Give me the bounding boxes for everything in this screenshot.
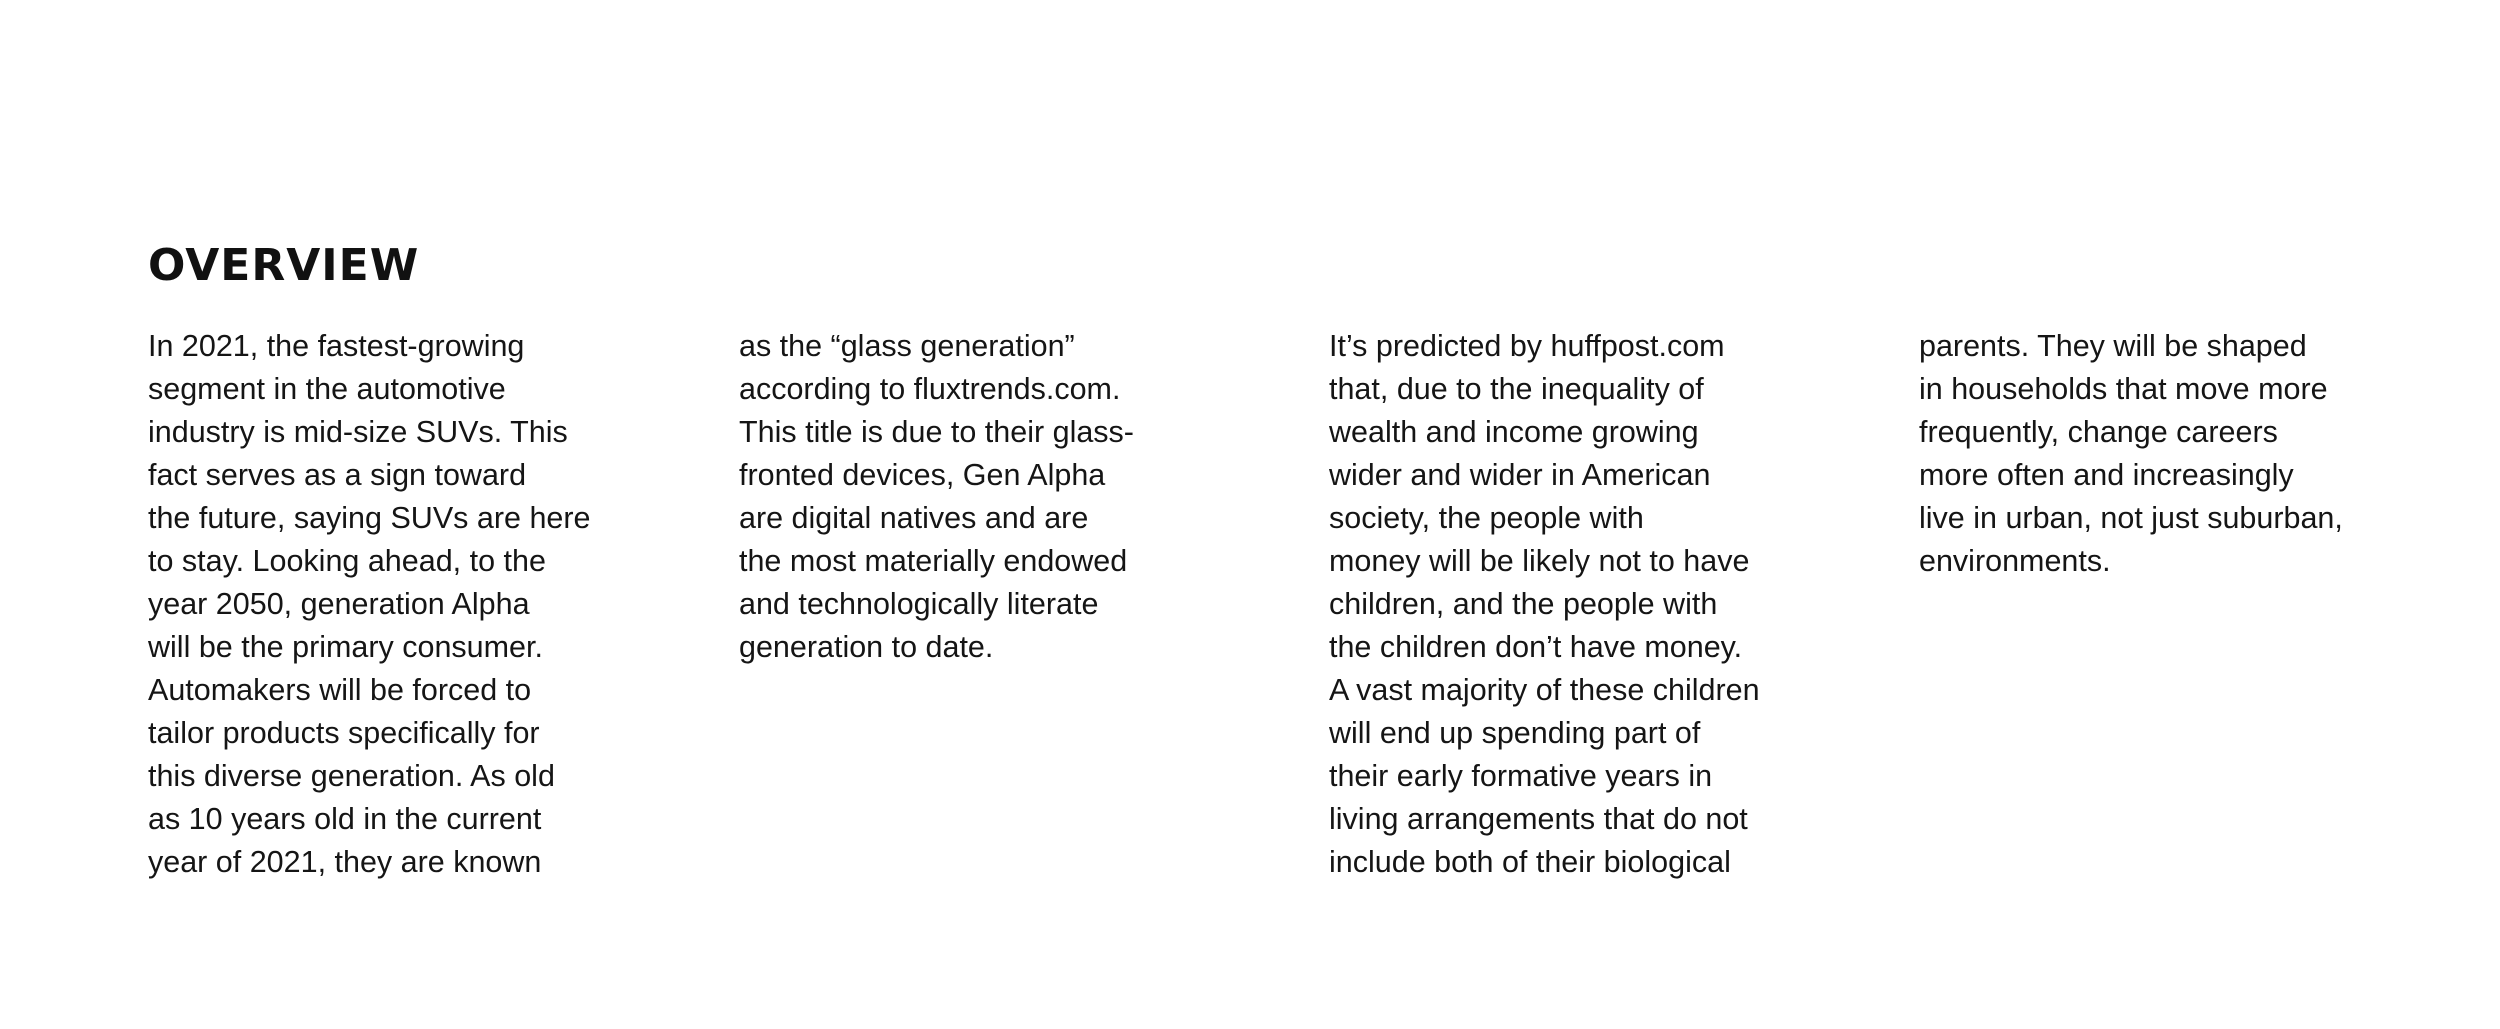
text-line: generation to date. [739, 630, 994, 664]
text-column-3 [1329, 325, 1809, 884]
text-line: the most materially endowed [739, 544, 1128, 578]
text-line: frequently, change careers [1919, 415, 2278, 449]
text-line: wider and wider in American [1329, 458, 1711, 492]
text-line: environments. [1919, 544, 2111, 578]
text-line: year of 2021, they are known [148, 845, 542, 879]
text-line: society, the people with [1329, 501, 1644, 535]
text-line: the future, saying SUVs are here [148, 501, 591, 535]
text-line: and technologically literate [739, 587, 1099, 621]
text-line: segment in the automotive [148, 372, 506, 406]
text-line: their early formative years in [1329, 759, 1713, 793]
text-line: living arrangements that do not [1329, 802, 1748, 836]
text-line: wealth and income growing [1329, 415, 1699, 449]
text-column-2 [739, 325, 1219, 669]
text-column-1 [148, 325, 628, 884]
text-line: more often and increasingly [1919, 458, 2294, 492]
text-line: year 2050, generation Alpha [148, 587, 530, 621]
text-line: include both of their biological [1329, 845, 1731, 879]
text-line: It’s predicted by huffpost.com [1329, 329, 1725, 363]
text-line: in households that move more [1919, 372, 2328, 406]
text-line: fronted devices, Gen Alpha [739, 458, 1106, 492]
text-line: parents. They will be shaped [1919, 329, 2307, 363]
text-line: live in urban, not just suburban, [1919, 501, 2343, 535]
page-title: OVERVIEW [148, 240, 420, 291]
text-line: that, due to the inequality of [1329, 372, 1704, 406]
text-line: In 2021, the fastest-growing [148, 329, 525, 363]
text-line: are digital natives and are [739, 501, 1089, 535]
text-line: will end up spending part of [1329, 716, 1701, 750]
text-line: will be the primary consumer. [148, 630, 543, 664]
text-line: this diverse generation. As old [148, 759, 555, 793]
text-line: to stay. Looking ahead, to the [148, 544, 546, 578]
text-line: as the “glass generation” [739, 329, 1075, 363]
text-line: according to fluxtrends.com. [739, 372, 1121, 406]
text-line: the children don’t have money. [1329, 630, 1743, 664]
text-line: money will be likely not to have [1329, 544, 1750, 578]
text-line: A vast majority of these children [1329, 673, 1760, 707]
text-line: industry is mid-size SUVs. This [148, 415, 568, 449]
text-line: This title is due to their glass- [739, 415, 1134, 449]
text-line: children, and the people with [1329, 587, 1718, 621]
text-column-4 [1919, 325, 2399, 583]
text-line: fact serves as a sign toward [148, 458, 527, 492]
text-line: as 10 years old in the current [148, 802, 542, 836]
text-line: Automakers will be forced to [148, 673, 532, 707]
text-line: tailor products specifically for [148, 716, 540, 750]
